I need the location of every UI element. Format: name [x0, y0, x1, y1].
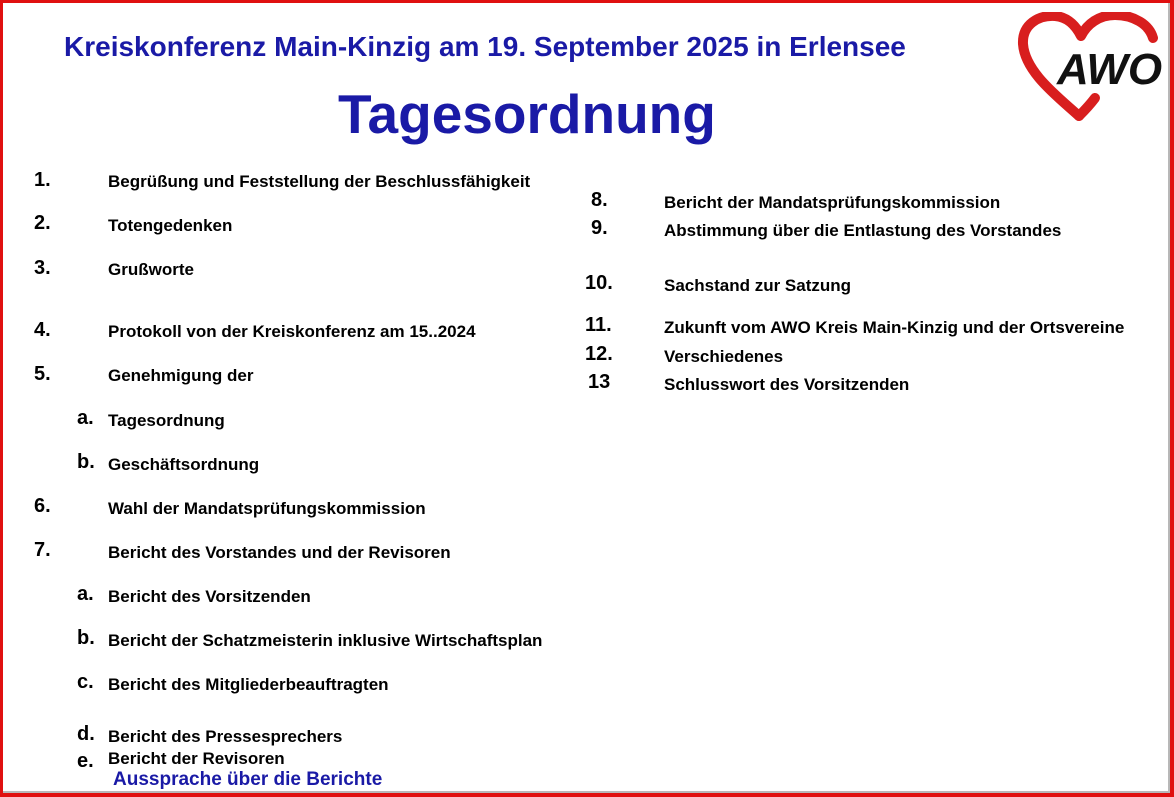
agenda-item-7d: Bericht des Pressesprechers [108, 727, 343, 746]
agenda-num-3: 3. [34, 257, 51, 279]
agenda-item-9: Abstimmung über die Entlastung des Vorstandes [664, 221, 1062, 240]
agenda-num-5a: a. [77, 407, 94, 429]
agenda-item-7: Bericht des Vorstandes und der Revisoren [108, 543, 451, 562]
conference-title: Kreiskonferenz Main-Kinzig am 19. September 2025 in Erlensee [64, 31, 906, 62]
agenda-num-12: 12. [585, 343, 613, 365]
agenda-num-10: 10. [585, 272, 613, 294]
agenda-num-2: 2. [34, 212, 51, 234]
agenda-item-7c: Bericht des Mitgliederbeauftragten [108, 675, 389, 694]
agenda-num-5b: b. [77, 451, 95, 473]
agenda-item-12: Verschiedenes [664, 347, 784, 366]
page-title: Tagesordnung [338, 83, 716, 145]
agenda-num-7a: a. [77, 583, 94, 605]
agenda-num-4: 4. [34, 319, 51, 341]
agenda-num-7d: d. [77, 723, 95, 745]
agenda-item-10: Sachstand zur Satzung [664, 276, 852, 295]
agenda-item-5a: Tagesordnung [108, 411, 225, 430]
agenda-item-3: Grußworte [108, 260, 194, 279]
agenda-item-7b: Bericht der Schatzmeisterin inklusive Wirtschaftsplan [108, 631, 543, 650]
agenda-item-5: Genehmigung der [108, 366, 254, 385]
agenda-item-4: Protokoll von der Kreiskonferenz am 15..2024 [108, 322, 476, 341]
agenda-item-1: Begrüßung und Feststellung der Beschlussfähigkeit [108, 172, 531, 191]
agenda-num-9: 9. [591, 217, 608, 239]
agenda-num-7e: e. [77, 750, 94, 772]
aussprache-item: Aussprache über die Berichte [113, 769, 383, 790]
agenda-num-8: 8. [591, 189, 608, 211]
agenda-item-7e: Bericht der Revisoren [108, 749, 285, 768]
agenda-num-1: 1. [34, 169, 51, 191]
agenda-item-2: Totengedenken [108, 216, 233, 235]
frame-shadow-bottom [3, 791, 1170, 793]
agenda-item-5b: Geschäftsordnung [108, 455, 260, 474]
frame-shadow-right [1168, 3, 1170, 793]
agenda-num-5: 5. [34, 363, 51, 385]
agenda-num-6: 6. [34, 495, 51, 517]
awo-logo [1017, 12, 1165, 128]
agenda-num-11: 11. [585, 314, 612, 336]
logo-text: AWO [1057, 45, 1163, 94]
agenda-num-7c: c. [77, 671, 94, 693]
agenda-num-7: 7. [34, 539, 51, 561]
agenda-num-7b: b. [77, 627, 95, 649]
agenda-item-11: Zukunft vom AWO Kreis Main-Kinzig und der Ortsvereine [664, 318, 1125, 337]
agenda-item-7a: Bericht des Vorsitzenden [108, 587, 311, 606]
agenda-item-13: Schlusswort des Vorsitzenden [664, 375, 910, 394]
agenda-num-13: 13 [588, 371, 611, 393]
agenda-item-6: Wahl der Mandatsprüfungskommission [108, 499, 426, 518]
agenda-item-8: Bericht der Mandatsprüfungskommission [664, 193, 1001, 212]
